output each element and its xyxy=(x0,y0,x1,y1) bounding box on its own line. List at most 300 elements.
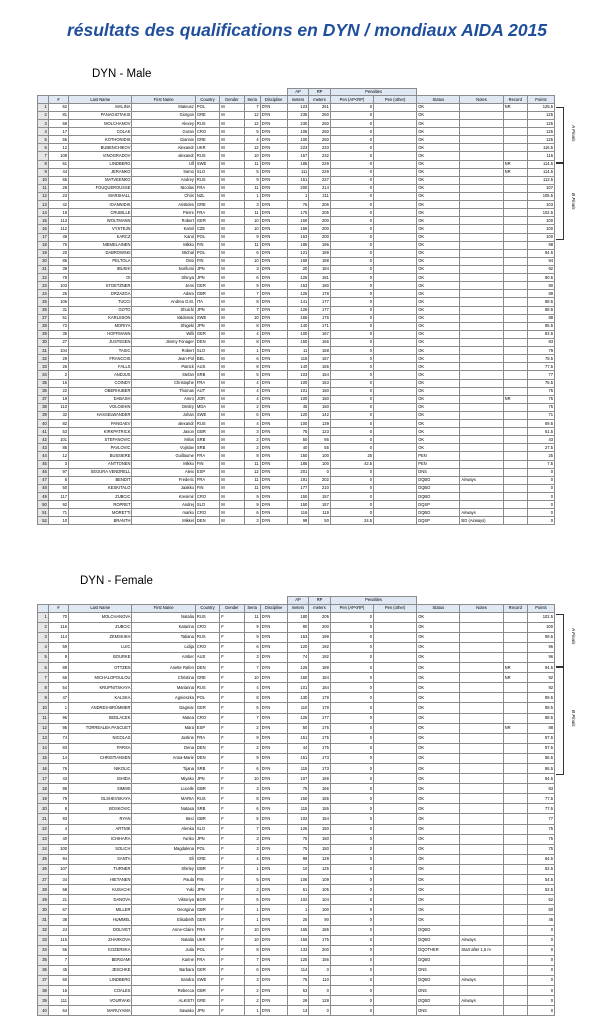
status-cell: OK xyxy=(417,652,460,662)
id-cell: 29 xyxy=(48,355,68,363)
record-cell xyxy=(503,265,527,273)
male-section-title: DYN - Male xyxy=(92,68,152,80)
table-row xyxy=(38,476,555,484)
ap-meters-cell: 157 xyxy=(287,152,309,160)
status-cell: OK xyxy=(417,753,460,763)
pen-other-cell xyxy=(374,152,417,160)
id-cell: 43 xyxy=(48,774,68,784)
table-row xyxy=(38,128,555,136)
status-cell: OK xyxy=(417,403,460,411)
ap-meters-cell: 74 xyxy=(287,652,309,662)
notes-cell xyxy=(460,428,503,436)
rp-meters-cell: 0 xyxy=(309,1006,331,1016)
last-name-cell: JESCHKE xyxy=(69,965,132,975)
country-cell: SLO xyxy=(195,824,219,834)
seria-cell: 7 xyxy=(244,713,260,723)
record-cell xyxy=(503,517,527,525)
pen-ap-rp-cell: 0 xyxy=(330,986,373,996)
first-name-cell: Dena xyxy=(132,743,195,753)
notes-cell: Airways xyxy=(460,975,503,985)
notes-cell xyxy=(460,387,503,395)
id-cell: 83 xyxy=(48,743,68,753)
discipline-cell: DYN xyxy=(260,895,287,905)
pen-other-cell xyxy=(374,257,417,265)
ap-meters-cell: 110 xyxy=(287,703,309,713)
id-cell: 70 xyxy=(48,612,68,622)
pen-other-cell xyxy=(374,111,417,119)
female-header-status: Status xyxy=(417,604,460,612)
seria-cell: 1 xyxy=(244,347,260,355)
pen-ap-rp-cell: 0 xyxy=(330,743,373,753)
country-cell: JPN xyxy=(195,265,219,273)
pen-other-cell xyxy=(374,965,417,975)
rp-meters-cell: 176 xyxy=(309,723,331,733)
record-cell xyxy=(503,387,527,395)
record-cell xyxy=(503,136,527,144)
seria-cell: 5 xyxy=(244,875,260,885)
last-name-cell: MARUYAMA xyxy=(69,1006,132,1016)
last-name-cell: BUSSIERE xyxy=(69,452,132,460)
rownum-cell: 31 xyxy=(38,347,49,355)
notes-cell xyxy=(460,241,503,249)
ap-meters-cell: 111 xyxy=(287,168,309,176)
discipline-cell: DYN xyxy=(260,955,287,965)
first-name-cell: Kamil xyxy=(132,225,195,233)
rownum-cell: 18 xyxy=(38,241,49,249)
notes-cell xyxy=(460,111,503,119)
rp-meters-cell: 154 xyxy=(309,371,331,379)
pen-ap-rp-cell: 0 xyxy=(330,1006,373,1016)
pen-ap-rp-cell: 0 xyxy=(330,713,373,723)
pen-ap-rp-cell: 0 xyxy=(330,428,373,436)
table-row xyxy=(38,517,555,525)
last-name-cell: JUSTESEN xyxy=(69,338,132,346)
rp-meters-cell: 184 xyxy=(309,265,331,273)
seria-cell: 1 xyxy=(244,905,260,915)
rp-meters-cell: 177 xyxy=(309,306,331,314)
status-cell: OK xyxy=(417,895,460,905)
first-name-cell: Yuki xyxy=(132,885,195,895)
id-cell: 16 xyxy=(48,379,68,387)
id-cell: 100 xyxy=(48,844,68,854)
last-name-cell: BUBENCHIKOV xyxy=(69,144,132,152)
gender-cell: F xyxy=(220,683,244,693)
table-row xyxy=(38,233,555,241)
table-row xyxy=(38,723,555,733)
discipline-cell: DYN xyxy=(260,233,287,241)
table-row xyxy=(38,975,555,985)
rownum-cell: 25 xyxy=(38,298,49,306)
pen-other-cell xyxy=(374,945,417,955)
record-cell xyxy=(503,864,527,874)
seria-cell: 10 xyxy=(244,925,260,935)
pen-other-cell xyxy=(374,622,417,632)
points-cell: 100 xyxy=(527,225,554,233)
last-name-cell: ZUBCIC xyxy=(69,622,132,632)
country-cell: CRO xyxy=(195,493,219,501)
status-cell: OK xyxy=(417,642,460,652)
rownum-cell: 18 xyxy=(38,784,49,794)
pen-other-cell xyxy=(374,338,417,346)
first-name-cell: Katarina xyxy=(132,622,195,632)
rownum-cell: 5 xyxy=(38,136,49,144)
gender-cell: F xyxy=(220,925,244,935)
male-header-pen-ap-rp: Pen (AP<RP) xyxy=(330,96,373,103)
pen-other-cell xyxy=(374,824,417,834)
id-cell: 59 xyxy=(48,642,68,652)
pen-ap-rp-cell: 0 xyxy=(330,395,373,403)
ap-meters-cell: 1 xyxy=(287,192,309,200)
id-cell: 12 xyxy=(48,452,68,460)
rp-meters-cell: 105 xyxy=(309,885,331,895)
id-cell: 72 xyxy=(48,322,68,330)
rp-meters-cell: 200 xyxy=(309,622,331,632)
table-row xyxy=(38,387,555,395)
rownum-cell: 10 xyxy=(38,176,49,184)
pen-other-cell xyxy=(374,804,417,814)
gender-cell: M xyxy=(220,103,244,111)
ap-meters-cell: 140 xyxy=(287,322,309,330)
status-cell: OK xyxy=(417,713,460,723)
last-name-cell: KARLSSON xyxy=(69,314,132,322)
gender-cell: M xyxy=(220,128,244,136)
rownum-cell: 40 xyxy=(38,1006,49,1016)
notes-cell xyxy=(460,683,503,693)
seria-cell: 2 xyxy=(244,996,260,1006)
status-cell: OK xyxy=(417,436,460,444)
pen-ap-rp-cell: 0 xyxy=(330,274,373,282)
first-name-cell: Amber xyxy=(132,652,195,662)
gender-cell: M xyxy=(220,192,244,200)
pen-other-cell xyxy=(374,225,417,233)
seria-cell: 3 xyxy=(244,975,260,985)
rp-meters-cell: 206 xyxy=(309,201,331,209)
status-cell: OK xyxy=(417,363,460,371)
country-cell: UKR xyxy=(195,935,219,945)
notes-cell xyxy=(460,784,503,794)
table-row xyxy=(38,314,555,322)
record-cell: NR xyxy=(503,168,527,176)
ap-meters-cell: 100 xyxy=(287,420,309,428)
notes-cell xyxy=(460,642,503,652)
pen-other-cell xyxy=(374,241,417,249)
table-row xyxy=(38,986,555,996)
pen-ap-rp-cell: 0 xyxy=(330,403,373,411)
notes-cell xyxy=(460,249,503,257)
status-cell: OK xyxy=(417,371,460,379)
gender-cell: M xyxy=(220,201,244,209)
first-name-cell: Dagmar xyxy=(132,703,195,713)
last-name-cell: BRANTH xyxy=(69,517,132,525)
pen-ap-rp-cell: 0 xyxy=(330,693,373,703)
gender-cell: M xyxy=(220,136,244,144)
notes-cell xyxy=(460,753,503,763)
ap-meters-cell: 191 xyxy=(287,476,309,484)
ap-meters-cell: 99 xyxy=(287,517,309,525)
pen-other-cell xyxy=(374,144,417,152)
notes-cell xyxy=(460,814,503,824)
pen-other-cell xyxy=(374,460,417,468)
discipline-cell: DYN xyxy=(260,184,287,192)
gender-cell: F xyxy=(220,652,244,662)
pen-other-cell xyxy=(374,794,417,804)
pen-ap-rp-cell: 0 xyxy=(330,996,373,1006)
first-name-cell: Andrej xyxy=(132,501,195,509)
country-cell: JPN xyxy=(195,885,219,895)
last-name-cell: DABROWSKI xyxy=(69,249,132,257)
first-name-cell: Stefan xyxy=(132,371,195,379)
rownum-cell: 19 xyxy=(38,794,49,804)
seria-cell: 11 xyxy=(244,209,260,217)
gender-cell: F xyxy=(220,814,244,824)
country-cell: JOR xyxy=(195,395,219,403)
table-row xyxy=(38,184,555,192)
discipline-cell: DYN xyxy=(260,864,287,874)
record-cell xyxy=(503,330,527,338)
rp-meters-cell: 184 xyxy=(309,683,331,693)
ap-meters-cell: 103 xyxy=(287,371,309,379)
last-name-cell: PELTOLA xyxy=(69,257,132,265)
table-row xyxy=(38,347,555,355)
country-cell: CRO xyxy=(195,713,219,723)
seria-cell: 4 xyxy=(244,379,260,387)
seria-cell: 6 xyxy=(244,509,260,517)
record-cell xyxy=(503,824,527,834)
last-name-cell: HUMMEL xyxy=(69,915,132,925)
record-cell xyxy=(503,476,527,484)
ap-meters-cell: 151 xyxy=(287,753,309,763)
seria-cell: 8 xyxy=(244,298,260,306)
status-cell: OK xyxy=(417,703,460,713)
points-cell: 75 xyxy=(527,395,554,403)
ap-meters-cell: 11 xyxy=(287,347,309,355)
first-name-cell: Tatiana xyxy=(132,632,195,642)
first-name-cell: Karine xyxy=(132,955,195,965)
gender-cell: F xyxy=(220,965,244,975)
gender-cell: M xyxy=(220,290,244,298)
pen-other-cell xyxy=(374,723,417,733)
country-cell: GBR xyxy=(195,428,219,436)
pen-ap-rp-cell: 0 xyxy=(330,314,373,322)
pen-ap-rp-cell: 0 xyxy=(330,885,373,895)
discipline-cell: DYN xyxy=(260,330,287,338)
pen-other-cell xyxy=(374,201,417,209)
discipline-cell: DYN xyxy=(260,493,287,501)
rp-meters-cell: 155 xyxy=(309,804,331,814)
discipline-cell: DYN xyxy=(260,152,287,160)
rownum-cell: 14 xyxy=(38,743,49,753)
record-cell xyxy=(503,192,527,200)
table-row xyxy=(38,652,555,662)
first-name-cell: alexandr xyxy=(132,152,195,160)
gender-cell: F xyxy=(220,824,244,834)
first-name-cell: Guillaume xyxy=(132,452,195,460)
country-cell: RUS xyxy=(195,683,219,693)
first-name-cell: Julia xyxy=(132,945,195,955)
table-row xyxy=(38,371,555,379)
rp-meters-cell: 155 xyxy=(309,794,331,804)
notes-cell xyxy=(460,986,503,996)
rownum-cell: 6 xyxy=(38,144,49,152)
pen-other-cell xyxy=(374,915,417,925)
country-cell: GER xyxy=(195,282,219,290)
id-cell: 65 xyxy=(48,176,68,184)
id-cell: 104 xyxy=(48,347,68,355)
rp-meters-cell: 196 xyxy=(309,241,331,249)
gender-cell: F xyxy=(220,1006,244,1016)
record-cell xyxy=(503,945,527,955)
last-name-cell: IOANNIDIS xyxy=(69,201,132,209)
first-name-cell: Christina xyxy=(132,673,195,683)
last-name-cell: FALLS xyxy=(69,363,132,371)
id-cell: 106 xyxy=(48,298,68,306)
ap-meters-cell: 50 xyxy=(287,723,309,733)
last-name-cell: BERGAMI xyxy=(69,955,132,965)
status-cell: OK xyxy=(417,233,460,241)
table-row xyxy=(38,257,555,265)
first-name-cell: Mikkel xyxy=(132,517,195,525)
points-cell: 90.5 xyxy=(527,274,554,282)
points-cell: 125 xyxy=(527,120,554,128)
pen-other-cell xyxy=(374,249,417,257)
country-cell: GER xyxy=(195,965,219,975)
rp-meters-cell: 175 xyxy=(309,743,331,753)
pen-ap-rp-cell: 0 xyxy=(330,249,373,257)
rp-meters-cell: 171 xyxy=(309,322,331,330)
female-header-gender: Gender xyxy=(220,604,244,612)
discipline-cell: DYN xyxy=(260,290,287,298)
gender-cell: F xyxy=(220,804,244,814)
table-row xyxy=(38,411,555,419)
country-cell: POL xyxy=(195,103,219,111)
rownum-cell: 5 xyxy=(38,652,49,662)
status-cell: OK xyxy=(417,444,460,452)
notes-cell xyxy=(460,493,503,501)
pen-ap-rp-cell: 0 xyxy=(330,120,373,128)
seria-cell: 8 xyxy=(244,693,260,703)
rownum-cell: 11 xyxy=(38,713,49,723)
notes-cell xyxy=(460,233,503,241)
last-name-cell: LINDBERG xyxy=(69,160,132,168)
status-cell: OK xyxy=(417,612,460,622)
record-cell xyxy=(503,152,527,160)
female-header-rp: RP xyxy=(309,597,331,605)
country-cell: AUT xyxy=(195,387,219,395)
points-cell: 77 xyxy=(527,371,554,379)
seria-cell: 3 xyxy=(244,784,260,794)
seria-cell: 4 xyxy=(244,330,260,338)
table-row xyxy=(38,713,555,723)
country-cell: ESP xyxy=(195,468,219,476)
first-name-cell: Yuriko xyxy=(132,834,195,844)
last-name-cell: COINDY xyxy=(69,379,132,387)
rp-meters-cell: 205 xyxy=(309,612,331,622)
pen-ap-rp-cell: 0 xyxy=(330,824,373,834)
first-name-cell: Paula xyxy=(132,875,195,885)
table-row xyxy=(38,103,555,111)
last-name-cell: JERANKO xyxy=(69,168,132,176)
status-cell: OK xyxy=(417,673,460,683)
country-cell: SLO xyxy=(195,501,219,509)
ap-meters-cell: 101 xyxy=(287,683,309,693)
pen-ap-rp-cell: 42.5 xyxy=(330,460,373,468)
gender-cell: F xyxy=(220,854,244,864)
last-name-cell: FRANCOIS xyxy=(69,355,132,363)
first-name-cell: Natalia xyxy=(132,935,195,945)
country-cell: FRA xyxy=(195,184,219,192)
gender-cell: F xyxy=(220,885,244,895)
rownum-cell: 24 xyxy=(38,290,49,298)
status-cell: OK xyxy=(417,395,460,403)
first-name-cell: Lidija xyxy=(132,642,195,652)
pen-other-cell xyxy=(374,844,417,854)
first-name-cell: marko xyxy=(132,509,195,517)
pen-other-cell xyxy=(374,298,417,306)
first-name-cell: Frederic xyxy=(132,476,195,484)
last-name-cell: HIETANEN xyxy=(69,875,132,885)
country-cell: SRB xyxy=(195,444,219,452)
pen-ap-rp-cell: 0 xyxy=(330,225,373,233)
table-row xyxy=(38,152,555,160)
female-header-pen-ap-rp: Pen (AP<RP) xyxy=(330,604,373,612)
first-name-cell: Alenka xyxy=(132,824,195,834)
discipline-cell: DYN xyxy=(260,713,287,723)
country-cell: CRO xyxy=(195,622,219,632)
gender-cell: M xyxy=(220,184,244,192)
country-cell: GER xyxy=(195,330,219,338)
country-cell: RUS xyxy=(195,152,219,160)
id-cell: 51 xyxy=(48,314,68,322)
table-row xyxy=(38,265,555,273)
id-cell: 34 xyxy=(48,875,68,885)
id-cell: 1 xyxy=(48,703,68,713)
status-cell: OK xyxy=(417,693,460,703)
country-cell: POL xyxy=(195,945,219,955)
notes-cell xyxy=(460,355,503,363)
last-name-cell: DOLIVET xyxy=(69,925,132,935)
id-cell: 75 xyxy=(48,241,68,249)
rownum-cell: 39 xyxy=(38,411,49,419)
record-cell xyxy=(503,241,527,249)
discipline-cell: DYN xyxy=(260,379,287,387)
seria-cell: 6 xyxy=(244,764,260,774)
id-cell: 42 xyxy=(48,201,68,209)
rp-meters-cell: 157 xyxy=(309,501,331,509)
gender-cell: F xyxy=(220,794,244,804)
seria-cell: 12 xyxy=(244,120,260,128)
status-cell: OK xyxy=(417,241,460,249)
rownum-cell: 17 xyxy=(38,774,49,784)
gender-cell: F xyxy=(220,935,244,945)
a-finals-label: A Finals xyxy=(571,125,576,142)
first-name-cell: Shuichi xyxy=(132,306,195,314)
first-name-cell: Adam xyxy=(132,290,195,298)
rp-meters-cell: 229 xyxy=(309,168,331,176)
table-row xyxy=(38,436,555,444)
male-header-country: Country xyxy=(195,96,219,103)
discipline-cell: DYN xyxy=(260,794,287,804)
status-cell: OK xyxy=(417,249,460,257)
status-cell: OK xyxy=(417,306,460,314)
ap-meters-cell: 160 xyxy=(287,673,309,683)
rownum-cell: 24 xyxy=(38,844,49,854)
pen-other-cell xyxy=(374,330,417,338)
record-cell xyxy=(503,885,527,895)
pen-other-cell xyxy=(374,428,417,436)
rownum-cell: 20 xyxy=(38,257,49,265)
id-cell: 40 xyxy=(48,834,68,844)
points-cell: 77.5 xyxy=(527,363,554,371)
